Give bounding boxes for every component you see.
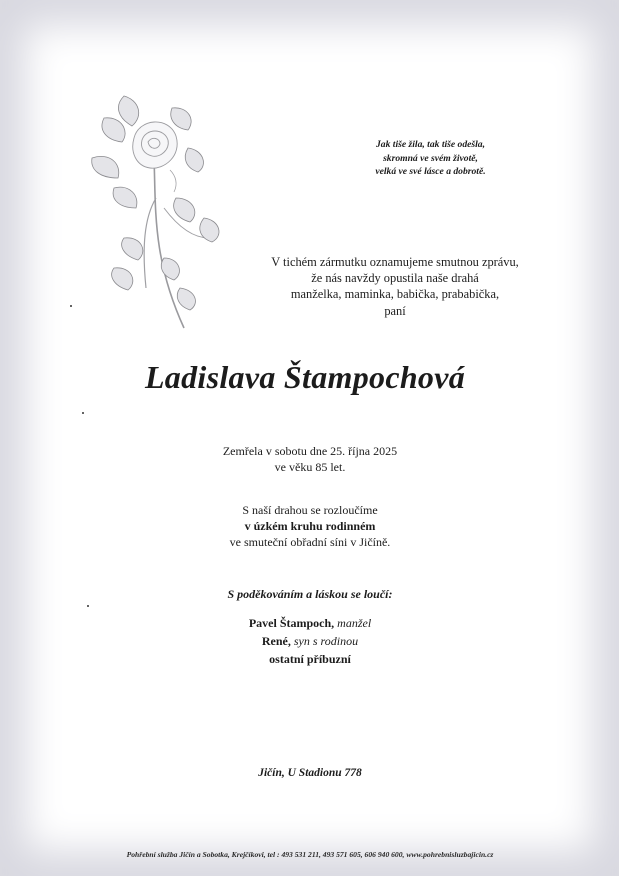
- death-date: Zemřela v sobotu dne 25. října 2025: [222, 444, 398, 458]
- address: Jičín, U Stadionu 778: [258, 767, 362, 779]
- rose-icon: [84, 88, 234, 333]
- deceased-name: Ladislava Štampochová: [144, 359, 466, 395]
- announcement: [250, 254, 540, 319]
- farewell-info: [150, 503, 470, 550]
- poem-line: skromná ve svém životě,: [383, 152, 478, 164]
- announcement-line: manželka, maminka, babička, prababička,: [290, 287, 500, 302]
- thanks-heading: S poděkováním a láskou se loučí:: [227, 587, 393, 601]
- farewell-line: S naší drahou se rozloučíme: [242, 503, 378, 517]
- mourner-name: René,: [261, 633, 291, 648]
- mourner-relation: manžel: [337, 616, 372, 630]
- mourner-relation: syn s rodinou: [293, 633, 359, 648]
- poem: [338, 138, 523, 179]
- poem-line: velká ve své lásce a dobrotě.: [375, 166, 486, 177]
- mourner-name: Pavel Štampoch,: [248, 616, 335, 630]
- mourner-name: ostatní příbuzní: [269, 651, 351, 666]
- mourner: [150, 651, 470, 669]
- footer-contact: Pohřební služba Jičín a Sobotka, Krejčíkovi, tel : 493 531 211, 493 571 605, 606 940 600, www.pohrebnisluzbajicin.cz: [126, 850, 494, 859]
- speck: [70, 305, 72, 307]
- announcement-line: paní: [384, 303, 406, 318]
- death-age: ve věku 85 let.: [274, 459, 346, 474]
- mourner: [150, 615, 470, 633]
- death-info: [150, 444, 470, 476]
- mourner: [150, 633, 470, 651]
- farewell-line-bold: v úzkém kruhu rodinném: [244, 518, 376, 533]
- speck: [82, 412, 84, 414]
- farewell-line: ve smuteční obřadní síni v Jičíně.: [229, 534, 391, 549]
- announcement-line: že nás navždy opustila naše drahá: [311, 271, 479, 286]
- announcement-line: V tichém zármutku oznamujeme smutnou zprávu,: [271, 255, 519, 269]
- poem-line: Jak tiše žila, tak tiše odešla,: [376, 139, 485, 150]
- speck: [87, 605, 89, 607]
- mourners-list: [150, 615, 470, 668]
